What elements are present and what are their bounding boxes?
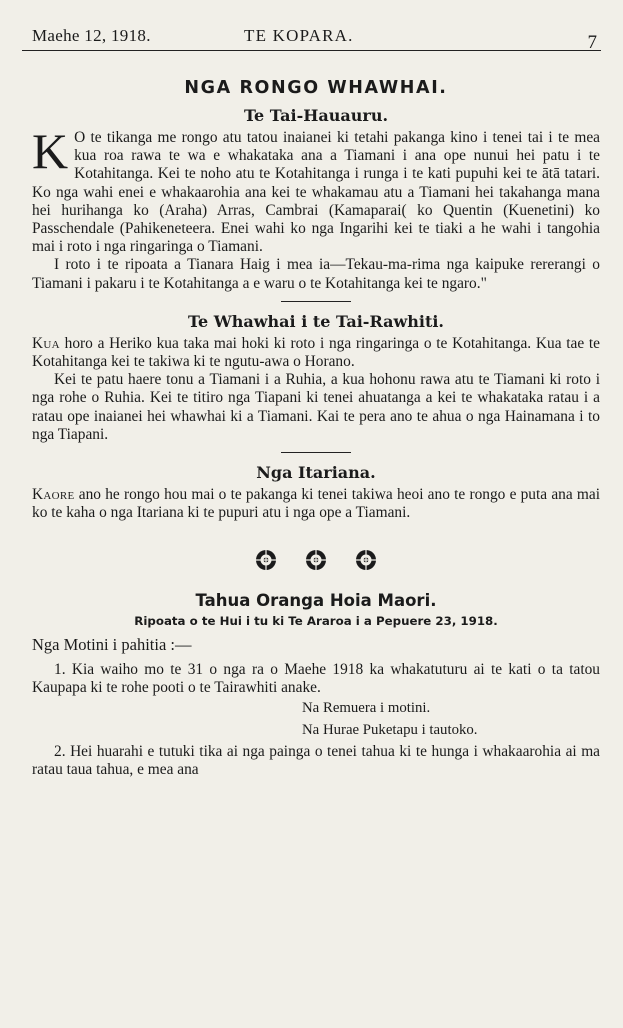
newspaper-title: TE KOPARA.: [244, 26, 354, 45]
section-title-italians: Nga Itariana.: [256, 463, 376, 483]
fern-ornament-icon: [304, 548, 328, 572]
paragraph-east-coast-1: Kua horo a Heriko kua taka mai hoki ki roto i nga ringaringa o te Kotahitanga. Kua tae te Kotahitanga kei te takiwa ki te ngutu-awa o Horano.: [32, 334, 601, 371]
drop-cap: K: [32, 123, 69, 179]
seconder-line: Na Hurae Puketapu i tautoko.: [302, 722, 478, 739]
paragraph-italians: Kaore ano he rongo hou mai o te pakanga ki tenei takiwa heoi ano te rongo e puta ana mai ko te kaha o nga Itariana ki te pupuri atu i nga ope a Tiamani.: [32, 486, 600, 522]
motions-heading: Nga Motini i pahitia :—: [32, 635, 192, 655]
paragraph-east-coast-2: Kei te patu haere tonu a Tiamani i a Ruhia, a kua hohonu rawa atu te Tiamani ki roto i nga rohe o Ruhia. Kei te titiro nga Tiapani ki tenei ahuatanga a kei te whakataka ratau i a ratau ope inaianei hei whawhai ki a Tiamani. Kai te pera ano te ahua o nga Hainamana i to nga Tiapani.: [32, 371, 600, 443]
motion-1: 1. Kia waiho mo te 31 o nga ra o Maehe 1918 ka whakatuturu ai te kati o ta tatou Kaupapa ki te rohe pooti o te Tairawhiti anake.: [32, 660, 600, 696]
issue-date: Maehe 12, 1918.: [32, 26, 151, 45]
subsection-title-west-coast: Te Tai-Hauauru.: [243, 106, 389, 125]
section-divider: [281, 301, 351, 302]
page-header: [22, 20, 601, 51]
report-subtitle: Ripoata o te Hui i tu ki Te Araroa i a Pepuere 23, 1918.: [134, 614, 498, 629]
fern-ornament-icon: [354, 548, 378, 572]
motion-2: 2. Hei huarahi e tutuki tika ai nga painga o tenei tahua ki te hunga i whakaarohia ai ma ratau taua tahua, e mea ana: [32, 743, 600, 779]
fern-ornament-icon: [254, 548, 278, 572]
paragraph-west-coast-2: I roto i te ripoata a Tianara Haig i mea ia—Tekau-ma-rima nga kaipuke rererangi o Tiamani i pakaru i te Kotahitanga a e waru o te Kotahitanga kei te ngaro.": [32, 256, 600, 292]
section-divider: [281, 452, 351, 453]
section-title-east-coast: Te Whawhai i te Tai-Rawhiti.: [187, 311, 444, 331]
page-number: 7: [587, 32, 597, 53]
lead-word: Kaore: [32, 486, 75, 504]
section-title-maori-soldiers-fund: Tahua Oranga Hoia Maori.: [195, 591, 437, 611]
section-title-war-news: NGA RONGO WHAWHAI.: [184, 78, 448, 98]
lead-word: Kua: [32, 334, 60, 352]
paragraph-west-coast-1: K O te tikanga me rongo atu tatou inaianei ki tetahi pakanga kino i tenei tai i te mea kua roa rawa te wa e whakataka ana a Tiamani i ana ope nunui hei patu i te Kotahitanga. Kei te noho atu te Kotahitanga i runga i te kati pupuhi kei te ātā tatari. Ko nga wahi enei e whakaarohia ana kei te whakamau atu a Tiamani hei takahanga mana hei hurihanga ko (Araha) Arras, Cambrai (Kamaparai( ko Quentin (Kuenetini) ko Passchendale (Pahikeneteera. Enei wahi ko nga Ingarihi kei te tiaki a he wahi i tangohia mai i roto i nga ringaringa o Tiamani.: [32, 123, 600, 256]
ornament-row: [32, 548, 600, 577]
page-content: [32, 60, 600, 779]
mover-line: Na Remuera i motini.: [302, 700, 431, 717]
